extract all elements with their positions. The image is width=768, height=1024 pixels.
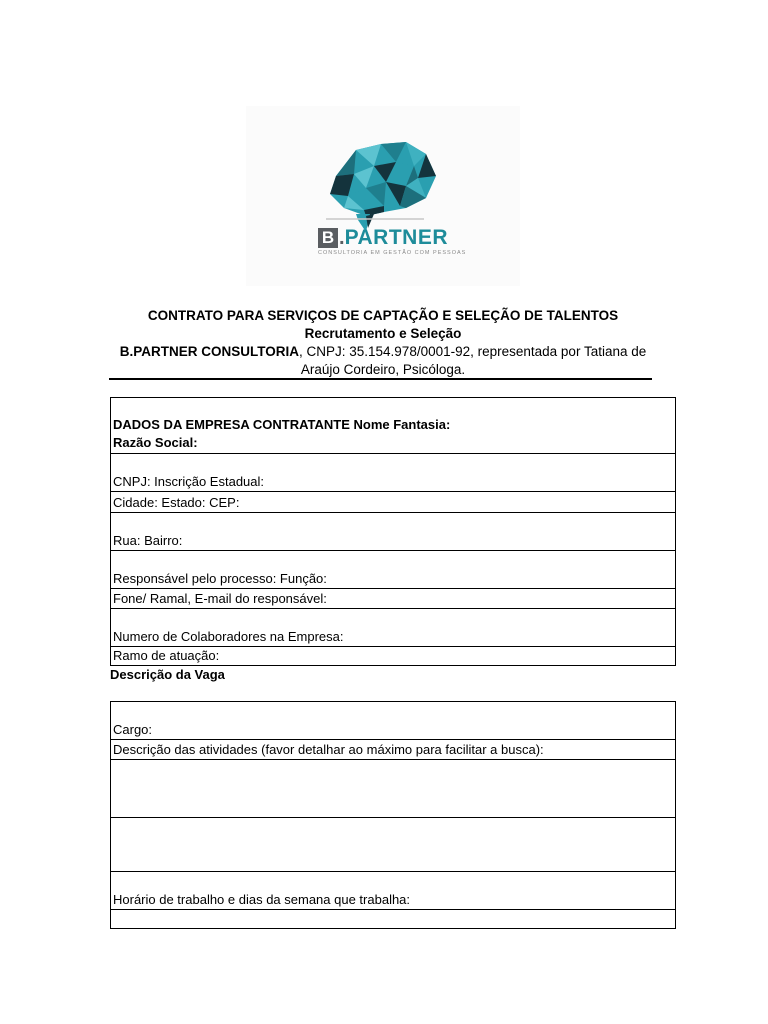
- company-name: B.PARTNER CONSULTORIA: [119, 344, 299, 359]
- row-company-header[interactable]: [111, 398, 675, 454]
- responsavel-label: Responsável pelo processo: Função:: [113, 571, 327, 586]
- brain-logo-icon: [246, 106, 520, 286]
- row-rua[interactable]: [111, 513, 675, 551]
- company-data-table: [110, 397, 676, 666]
- company-logo: [246, 106, 520, 286]
- colaboradores-label: Numero de Colaboradores na Empresa:: [113, 629, 344, 644]
- row-horario[interactable]: [111, 872, 675, 910]
- cnpj-label: CNPJ: Inscrição Estadual:: [113, 474, 265, 489]
- razao-social-label: Razão Social:: [113, 435, 198, 450]
- brand-tagline: CONSULTORIA EM GESTÃO COM PESSOAS: [318, 250, 467, 256]
- row-descricao: [111, 740, 675, 760]
- descricao-label: Descrição das atividades (favor detalhar ao máximo para facilitar a busca):: [113, 742, 544, 757]
- horario-label: Horário de trabalho e dias da semana que trabalha:: [113, 892, 411, 907]
- row-descricao-field-2[interactable]: [111, 818, 675, 872]
- cidade-label: Cidade: Estado: CEP:: [113, 495, 240, 510]
- row-colaboradores[interactable]: [111, 609, 675, 647]
- row-fone[interactable]: [111, 589, 675, 609]
- vaga-section-title: Descrição da Vaga: [110, 667, 225, 682]
- row-horario-field[interactable]: [111, 910, 675, 928]
- brand-dot: .: [339, 227, 345, 249]
- brand-b-mark: B: [318, 228, 338, 248]
- contract-parties: [105, 343, 661, 379]
- row-cargo[interactable]: [111, 702, 675, 740]
- header-divider: [109, 378, 652, 380]
- cargo-label: Cargo:: [113, 722, 153, 737]
- row-cidade[interactable]: [111, 492, 675, 513]
- row-descricao-field-1[interactable]: [111, 760, 675, 818]
- brand-wordmark: [318, 226, 448, 250]
- company-section-title: DADOS DA EMPRESA CONTRATANTE Nome Fantasia:: [113, 417, 451, 432]
- job-data-table: [110, 701, 676, 929]
- brand-name: PARTNER: [344, 226, 449, 249]
- ramo-label: Ramo de atuação:: [113, 648, 220, 663]
- rua-label: Rua: Bairro:: [113, 533, 183, 548]
- contract-title: CONTRATO PARA SERVIÇOS DE CAPTAÇÃO E SELEÇÃO DE TALENTOS Recrutamento e Seleção: [147, 308, 619, 341]
- row-cnpj[interactable]: [111, 454, 675, 492]
- company-details: , CNPJ: 35.154.978/0001-92, representada por Tatiana de Araújo Cordeiro, Psicóloga.: [299, 344, 647, 377]
- row-ramo[interactable]: [111, 647, 675, 665]
- fone-label: Fone/ Ramal, E-mail do responsável:: [113, 591, 327, 606]
- row-responsavel[interactable]: [111, 551, 675, 589]
- contract-header: [105, 307, 661, 379]
